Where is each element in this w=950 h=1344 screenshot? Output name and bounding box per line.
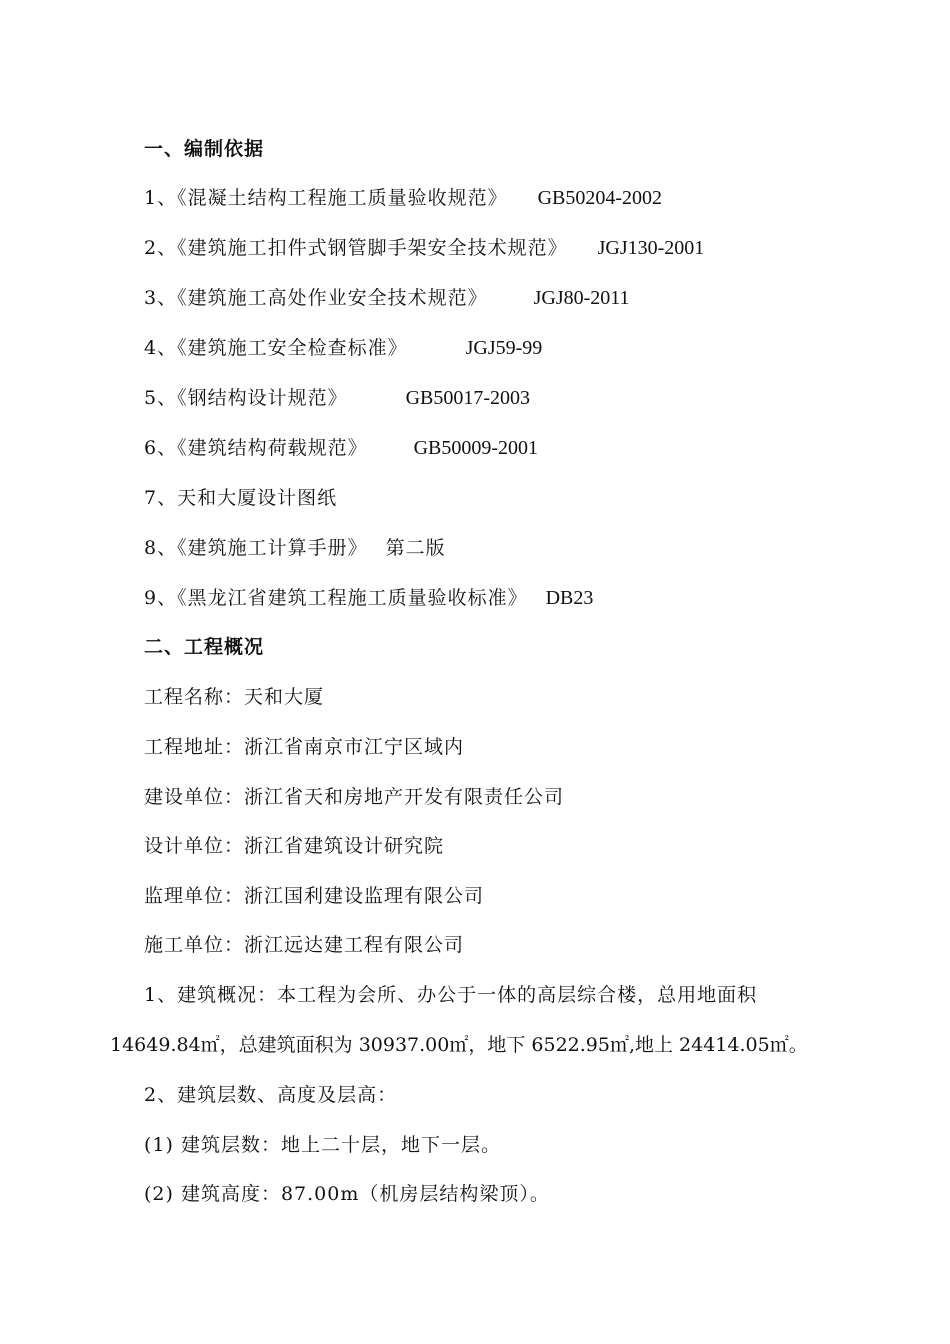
field-value: 浙江国利建设监理有限公司: [244, 885, 485, 907]
basis-item-6: [144, 436, 538, 460]
item-number: 7、: [144, 487, 178, 509]
floor-count: (1) 建筑层数：地上二十层，地下一层。: [144, 1134, 501, 1156]
basis-item-4: [144, 336, 542, 360]
basis-item-1: [144, 186, 662, 210]
field-value: 浙江省天和房地产开发有限责任公司: [244, 786, 565, 808]
field-label: 施工单位：: [144, 934, 245, 956]
item-title: 《建筑施工高处作业安全技术规范》: [177, 287, 488, 309]
building-overview-line1: 1、建筑概况：本工程为会所、办公于一体的高层综合楼，总用地面积: [144, 984, 758, 1006]
building-height: (2) 建筑高度：87.00m（机房层结构梁顶）。: [144, 1183, 550, 1205]
basis-item-5: [144, 386, 530, 410]
basis-item-8: [144, 536, 446, 560]
basis-item-9: [144, 586, 593, 610]
building-overview-line2: 14649.84㎡，总建筑面积为 30937.00㎡，地下 6522.95㎡,地上 24414.05㎡。: [110, 1034, 808, 1056]
item-number: 4、: [144, 337, 178, 359]
field-contractor: [144, 933, 464, 957]
field-label: 设计单位：: [144, 835, 245, 857]
item-number: 1、: [144, 187, 178, 209]
item-code: JGJ59-99: [465, 337, 543, 359]
item-title: 《建筑施工计算手册》: [177, 537, 368, 559]
item-title: 《黑龙江省建筑工程施工质量验收标准》: [177, 587, 528, 609]
field-value: 天和大厦: [244, 686, 325, 708]
field-label: 监理单位：: [144, 885, 245, 907]
item-number: 5、: [144, 387, 178, 409]
item-number: 2、: [144, 237, 178, 259]
floors-heights-title: 2、建筑层数、高度及层高：: [144, 1084, 398, 1106]
field-label: 工程名称：: [144, 686, 245, 708]
item-number: 9、: [144, 587, 178, 609]
item-title: 《建筑施工扣件式钢管脚手架安全技术规范》: [177, 237, 568, 259]
basis-item-2: [144, 236, 704, 260]
item-number: 3、: [144, 287, 178, 309]
item-number: 8、: [144, 537, 178, 559]
item-code: GB50204-2002: [537, 187, 663, 209]
field-value: 浙江省建筑设计研究院: [244, 835, 445, 857]
field-owner: [144, 785, 564, 809]
field-supervisor: [144, 884, 484, 908]
field-designer: [144, 834, 444, 858]
basis-item-3: [144, 286, 630, 310]
field-value: 浙江省南京市江宁区域内: [244, 736, 465, 758]
field-project-name: [144, 685, 324, 709]
item-code: GB50017-2003: [405, 387, 531, 409]
item-code: JGJ130-2001: [597, 237, 705, 259]
section-heading-basis: 一、编制依据: [144, 138, 265, 160]
field-label: 建设单位：: [144, 786, 245, 808]
item-code: DB23: [545, 587, 594, 609]
item-title: 《钢结构设计规范》: [177, 387, 348, 409]
item-number: 6、: [144, 437, 178, 459]
item-code: GB50009-2001: [413, 437, 539, 459]
item-title: 《混凝土结构工程施工质量验收规范》: [177, 187, 508, 209]
item-title: 天和大厦设计图纸: [177, 487, 338, 509]
field-value: 浙江远达建工程有限公司: [244, 934, 465, 956]
field-label: 工程地址：: [144, 736, 245, 758]
item-code: JGJ80-2011: [533, 287, 630, 309]
item-title: 《建筑结构荷载规范》: [177, 437, 368, 459]
basis-item-7: [144, 486, 337, 510]
item-title: 《建筑施工安全检查标准》: [177, 337, 408, 359]
section-heading-overview: 二、工程概况: [144, 636, 265, 658]
field-project-address: [144, 735, 464, 759]
item-edition: 第二版: [385, 537, 446, 559]
